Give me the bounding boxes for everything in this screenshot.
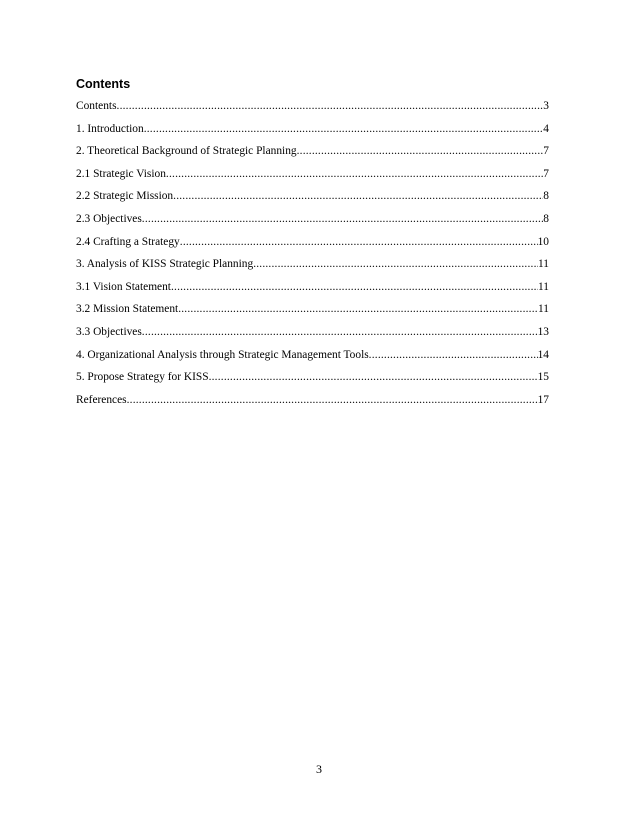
toc-entry-title: 3.1 Vision Statement bbox=[76, 280, 171, 293]
toc-entry-title: 2.4 Crafting a Strategy bbox=[76, 235, 180, 248]
toc-entry-title: 2.1 Strategic Vision bbox=[76, 167, 166, 180]
toc-entry-page: 11 bbox=[538, 280, 549, 293]
toc-dot-leader bbox=[297, 144, 544, 158]
toc-entry-organizational-analysis[interactable] bbox=[76, 348, 549, 371]
toc-entry-title: 5. Propose Strategy for KISS bbox=[76, 371, 209, 384]
toc-entry-references[interactable] bbox=[76, 393, 549, 416]
toc-entry-page: 7 bbox=[543, 145, 549, 158]
toc-entry-kiss-analysis[interactable] bbox=[76, 257, 549, 280]
toc-entry-contents[interactable] bbox=[76, 99, 549, 122]
toc-entry-page: 8 bbox=[543, 212, 549, 225]
toc-entry-title: 1. Introduction bbox=[76, 122, 144, 135]
toc-dot-leader bbox=[173, 189, 543, 203]
toc-dot-leader bbox=[166, 167, 543, 181]
toc-dot-leader bbox=[178, 302, 538, 316]
toc-entry-page: 4 bbox=[543, 122, 549, 135]
toc-dot-leader bbox=[144, 122, 544, 136]
page-number: 3 bbox=[316, 762, 322, 776]
toc-entry-page: 17 bbox=[537, 393, 549, 406]
toc-heading: Contents bbox=[76, 77, 131, 91]
toc-entry-page: 7 bbox=[543, 167, 549, 180]
toc-entry-propose-strategy[interactable] bbox=[76, 370, 549, 393]
toc-entry-page: 11 bbox=[538, 258, 549, 271]
toc-dot-leader bbox=[127, 393, 538, 407]
toc-dot-leader bbox=[171, 280, 538, 294]
toc-entry-page: 8 bbox=[543, 190, 549, 203]
toc-entry-kiss-objectives[interactable] bbox=[76, 325, 549, 348]
toc-entry-title: 2. Theoretical Background of Strategic Planning bbox=[76, 145, 297, 158]
toc-entry-theoretical-background[interactable] bbox=[76, 144, 549, 167]
toc-dot-leader bbox=[142, 212, 544, 226]
toc-entry-title: 3.2 Mission Statement bbox=[76, 303, 179, 316]
toc-entry-title: 3. Analysis of KISS Strategic Planning bbox=[76, 258, 254, 271]
toc-entry-introduction[interactable] bbox=[76, 122, 549, 145]
toc-entry-page: 14 bbox=[537, 348, 549, 361]
toc-entry-mission-statement[interactable] bbox=[76, 302, 549, 325]
toc-entry-title: 2.2 Strategic Mission bbox=[76, 190, 174, 203]
toc-entry-page: 3 bbox=[543, 100, 549, 112]
toc-entry-title: 4. Organizational Analysis through Strategic Management Tools bbox=[76, 348, 369, 361]
toc-entry-vision-statement[interactable] bbox=[76, 280, 549, 303]
toc-entry-strategic-mission[interactable] bbox=[76, 189, 549, 212]
toc-entry-page: 13 bbox=[537, 325, 549, 338]
toc-entry-strategic-vision[interactable] bbox=[76, 167, 549, 190]
toc-entry-objectives[interactable] bbox=[76, 212, 549, 235]
table-of-contents bbox=[76, 99, 549, 415]
toc-dot-leader bbox=[180, 235, 538, 249]
toc-entry-title: 3.3 Objectives bbox=[76, 325, 142, 338]
toc-dot-leader bbox=[209, 370, 538, 384]
toc-entry-title: References bbox=[76, 393, 127, 406]
toc-entry-crafting-strategy[interactable] bbox=[76, 235, 549, 258]
toc-entry-title: 2.3 Objectives bbox=[76, 212, 142, 225]
toc-dot-leader bbox=[253, 257, 538, 271]
toc-entry-title: Contents bbox=[76, 100, 117, 112]
toc-entry-page: 15 bbox=[537, 371, 549, 384]
toc-entry-page: 10 bbox=[537, 235, 549, 248]
toc-dot-leader bbox=[117, 99, 544, 113]
toc-dot-leader bbox=[369, 348, 538, 362]
toc-dot-leader bbox=[142, 325, 538, 339]
toc-entry-page: 11 bbox=[538, 303, 549, 316]
